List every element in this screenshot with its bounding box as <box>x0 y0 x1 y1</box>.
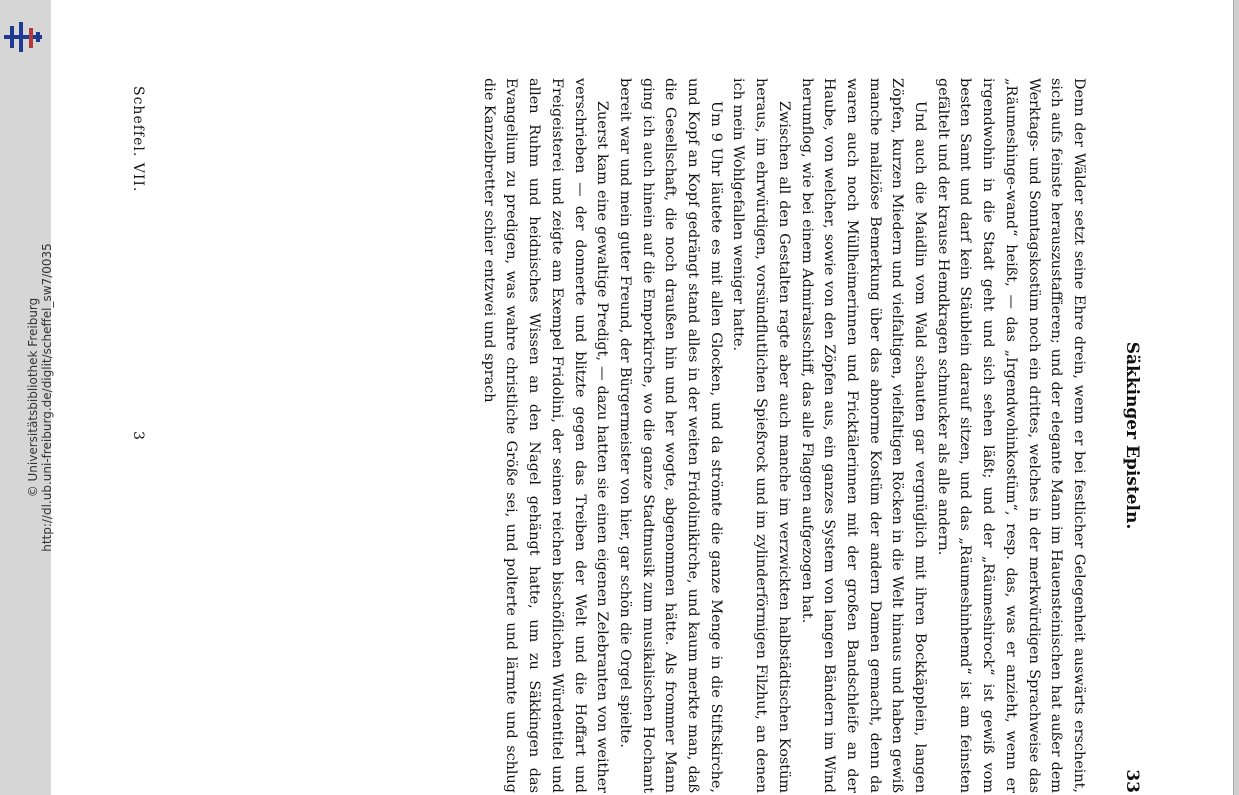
viewer-sidebar <box>0 0 54 795</box>
paragraph: Um 9 Uhr läutete es mit allen Glocken, und da strömte die ganze Menge in die Stiftskirche, und Kopf an Kopf gedrängt stand alles in der weiten Fridolinikirche, und kaum merkte man, daß die Gesellschaft, die noch draußen hin und her wogte, abgenommen hätte. Als frommer Mann ging ich auch hinein auf die Emporkirche, wo die ganze Stadtmusik zum musikalischen Hochamt bereit war und mein guter Freund, der Bürgermeister von hier, gar schön die Orgel spielte. <box>616 78 724 793</box>
paragraph: Zuerst kam eine gewaltige Predigt, — dazu hatten sie einen eigenen Zelebranten von weither verschrieben — der donnerte und blitzte gegen das Treiben der Welt und die Hoffart und Freigeisterei und zeigte am Exempel Fridolini, der seinen reichen bischöflichen Würdentitel und allen Ruhm und heidnisches Wissen an den Nagel gehängt hatte, um zu Säkkingen das Evangelium zu predigen, was wahre christliche Größe sei, und polterte und lärmte und schlug die Kanzelbretter schier entzwei und sprach <box>480 78 611 793</box>
paragraph: Zwischen all den Gestalten ragte aber auch manche im verzwickten halbstädtischen Kostüm heraus, im ehrwürdigen, vorsündflutlichen Spießrock und im zylinderförmigen Filzhut, an denen ich mein Wohlgefallen weniger hatte. <box>730 78 792 793</box>
page-edge <box>1233 0 1239 795</box>
body-text <box>370 78 1090 793</box>
page-footer <box>126 78 150 793</box>
page-number: 33 <box>1122 769 1142 793</box>
signature-mark: Scheffel. VII. <box>130 86 146 193</box>
scanned-page <box>90 78 1150 793</box>
paragraph: Denn der Wälder setzt seine Ehre drein, wenn er bei festlicher Gelegenheit auswärts erscheint, sich aufs feinste herauszustaffieren; und der elegante Mann im Hauensteinischen hat außer dem Werktags- und Sonntagskostüm noch ein drittes, welches in der merkwürdigen Sprachweise das „Räumeshinge-wand“ heißt, — das „Irgendwohinkostüm“, resp. das, was er anzieht, wenn er irgendwohin in die Stadt geht und sich sehen läßt; und der „Räumeshirock“ ist gewiß vom besten Samt und darf kein Stäublein darauf sitzen, und das „Räumeshinhemd“ ist am feinsten gefältelt und der krause Hemdkragen schmucker als alle andern. <box>934 78 1087 793</box>
running-title: Säkkinger Episteln. <box>1122 341 1142 530</box>
sheet-number: 3 <box>130 431 146 440</box>
copyright-notice: © Universitätsbibliothek Freiburg <box>26 297 40 498</box>
running-header <box>1118 78 1142 793</box>
paragraph: Und auch die Maidlin vom Wald schauten gar vergnüglich mit ihren Bockkäpplein, langen Zöpfen, kurzen Miedern und vielfaltigen, vielfaltigen Röcken in die Welt hinaus und haben gewiß manche maliziöse Bemerkung über das abnorme Kostüm der andern Damen gemacht, denn da waren auch noch Müllheimerinnen und Fricktälerinnen mit der großen Bandschleife an der Haube, von welcher, sowie von den Zöpfen aus, ein ganzes System von langen Bändern im Wind herumflog, wie bei einem Admiralsschiff, das alle Flaggen aufgezogen hat. <box>798 78 929 793</box>
document-url[interactable]: http://dl.ub.uni-freiburg.de/diglit/scheffel_sw7/0035 <box>40 243 54 552</box>
